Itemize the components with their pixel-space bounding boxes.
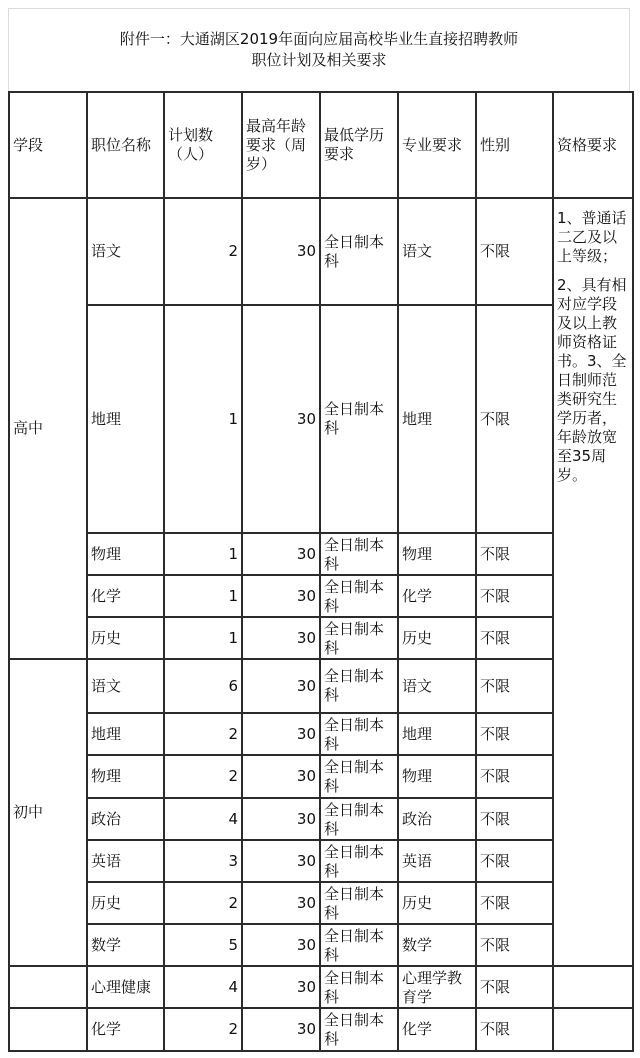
count-cell: 2 (164, 882, 242, 924)
major-cell: 语文 (398, 659, 476, 713)
header-position: 职位名称 (87, 92, 164, 198)
count-cell: 4 (164, 966, 242, 1008)
gender-cell: 不限 (476, 533, 553, 575)
table-row (9, 924, 633, 966)
header-max-age: 最高年龄要求（周岁） (242, 92, 320, 198)
major-cell: 政治 (398, 798, 476, 840)
count-cell: 5 (164, 924, 242, 966)
table-row (9, 659, 633, 713)
stage-cell: 高中 (9, 198, 87, 659)
count-cell: 6 (164, 659, 242, 713)
count-cell: 4 (164, 798, 242, 840)
min-edu-cell: 全日制本科 (320, 924, 398, 966)
header-major: 专业要求 (398, 92, 476, 198)
stage-cell (9, 1008, 87, 1051)
min-edu-cell: 全日制本科 (320, 575, 398, 617)
max-age-cell: 30 (242, 713, 320, 755)
header-gender: 性别 (476, 92, 553, 198)
max-age-cell: 30 (242, 755, 320, 798)
max-age-cell: 30 (242, 840, 320, 882)
qualification-part-1: 1、普通话二乙及以上等级； (557, 209, 627, 265)
count-cell: 3 (164, 840, 242, 882)
table-row (9, 966, 633, 1008)
header-row (9, 92, 633, 198)
min-edu-cell: 全日制本科 (320, 198, 398, 305)
gender-cell: 不限 (476, 617, 553, 659)
major-cell: 历史 (398, 617, 476, 659)
table-row (9, 713, 633, 755)
max-age-cell: 30 (242, 924, 320, 966)
gender-cell: 不限 (476, 575, 553, 617)
position-cell: 化学 (87, 575, 164, 617)
table-row (9, 575, 633, 617)
header-qualification: 资格要求 (553, 92, 633, 198)
qualification-cell-empty (553, 1008, 633, 1051)
document-title (8, 8, 630, 91)
count-cell: 1 (164, 533, 242, 575)
min-edu-cell: 全日制本科 (320, 617, 398, 659)
min-edu-cell: 全日制本科 (320, 966, 398, 1008)
position-cell: 物理 (87, 533, 164, 575)
qualification-cell (553, 198, 633, 966)
table-row (9, 755, 633, 798)
header-count: 计划数（人） (164, 92, 242, 198)
gender-cell: 不限 (476, 755, 553, 798)
max-age-cell: 30 (242, 533, 320, 575)
recruitment-plan-table (8, 91, 634, 1052)
count-cell: 2 (164, 198, 242, 305)
header-stage: 学段 (9, 92, 87, 198)
min-edu-cell: 全日制本科 (320, 755, 398, 798)
major-cell: 化学 (398, 1008, 476, 1051)
position-cell: 化学 (87, 1008, 164, 1051)
count-cell: 1 (164, 617, 242, 659)
qualification-cell-empty (553, 966, 633, 1008)
table-row (9, 305, 633, 533)
table-row (9, 840, 633, 882)
position-cell: 数学 (87, 924, 164, 966)
gender-cell: 不限 (476, 305, 553, 533)
gender-cell: 不限 (476, 659, 553, 713)
table-row (9, 198, 633, 305)
position-cell: 政治 (87, 798, 164, 840)
min-edu-cell: 全日制本科 (320, 713, 398, 755)
gender-cell: 不限 (476, 840, 553, 882)
gender-cell: 不限 (476, 882, 553, 924)
max-age-cell: 30 (242, 882, 320, 924)
count-cell: 2 (164, 1008, 242, 1051)
stage-cell: 初中 (9, 659, 87, 966)
position-cell: 物理 (87, 755, 164, 798)
max-age-cell: 30 (242, 798, 320, 840)
major-cell: 地理 (398, 305, 476, 533)
max-age-cell: 30 (242, 1008, 320, 1051)
position-cell: 语文 (87, 659, 164, 713)
gender-cell: 不限 (476, 966, 553, 1008)
major-cell: 化学 (398, 575, 476, 617)
position-cell: 语文 (87, 198, 164, 305)
major-cell: 历史 (398, 882, 476, 924)
count-cell: 2 (164, 713, 242, 755)
title-line-2: 职位计划及相关要求 (251, 51, 387, 69)
max-age-cell: 30 (242, 659, 320, 713)
table-row (9, 882, 633, 924)
position-cell: 地理 (87, 713, 164, 755)
max-age-cell: 30 (242, 198, 320, 305)
count-cell: 1 (164, 575, 242, 617)
major-cell: 语文 (398, 198, 476, 305)
min-edu-cell: 全日制本科 (320, 1008, 398, 1051)
title-line-1: 附件一：大通湖区2019年面向应届高校毕业生直接招聘教师 (119, 30, 519, 48)
min-edu-cell: 全日制本科 (320, 798, 398, 840)
min-edu-cell: 全日制本科 (320, 305, 398, 533)
major-cell: 物理 (398, 533, 476, 575)
major-cell: 数学 (398, 924, 476, 966)
table-row (9, 533, 633, 575)
major-cell: 英语 (398, 840, 476, 882)
table-row (9, 798, 633, 840)
gender-cell: 不限 (476, 198, 553, 305)
max-age-cell: 30 (242, 575, 320, 617)
major-cell: 物理 (398, 755, 476, 798)
max-age-cell: 30 (242, 305, 320, 533)
min-edu-cell: 全日制本科 (320, 659, 398, 713)
max-age-cell: 30 (242, 966, 320, 1008)
major-cell: 心理学教育学 (398, 966, 476, 1008)
position-cell: 英语 (87, 840, 164, 882)
max-age-cell: 30 (242, 617, 320, 659)
position-cell: 心理健康 (87, 966, 164, 1008)
gender-cell: 不限 (476, 798, 553, 840)
position-cell: 历史 (87, 617, 164, 659)
min-edu-cell: 全日制本科 (320, 882, 398, 924)
table-row (9, 617, 633, 659)
position-cell: 地理 (87, 305, 164, 533)
gender-cell: 不限 (476, 1008, 553, 1051)
count-cell: 2 (164, 755, 242, 798)
major-cell: 地理 (398, 713, 476, 755)
table-row (9, 1008, 633, 1051)
count-cell: 1 (164, 305, 242, 533)
min-edu-cell: 全日制本科 (320, 840, 398, 882)
qualification-part-2: 2、具有相对应学段及以上教师资格证书。3、全日制师范类研究生学历者，年龄放宽至35周岁。 (557, 276, 627, 484)
header-min-edu: 最低学历要求 (320, 92, 398, 198)
position-cell: 历史 (87, 882, 164, 924)
gender-cell: 不限 (476, 924, 553, 966)
gender-cell: 不限 (476, 713, 553, 755)
min-edu-cell: 全日制本科 (320, 533, 398, 575)
stage-cell (9, 966, 87, 1008)
